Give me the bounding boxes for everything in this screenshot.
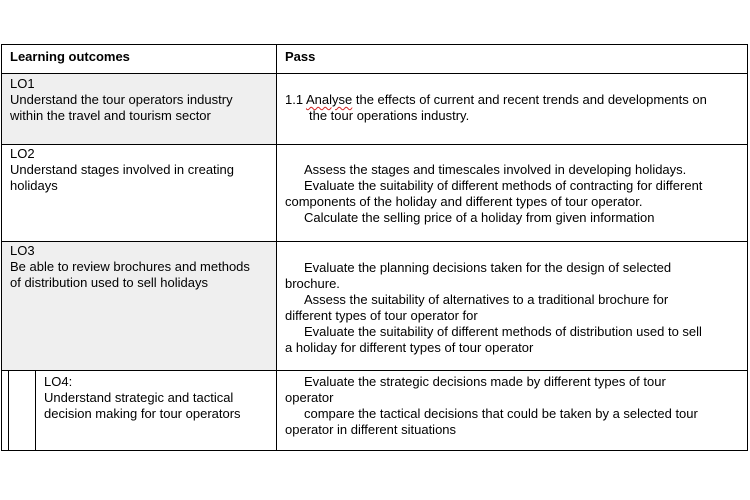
column-divider	[276, 45, 277, 451]
lo4-inner-divider	[35, 370, 36, 451]
lo3-title-line: of distribution used to sell holidays	[10, 275, 209, 290]
header-learning-outcomes: Learning outcomes	[10, 49, 130, 64]
lo2-title-line: Understand stages involved in creating	[10, 162, 235, 177]
lo1-outcome	[10, 76, 233, 124]
lo1-criteria	[285, 92, 707, 124]
lo1-title-line: Understand the tour operators industry	[10, 92, 233, 107]
lo2-title-line: holidays	[10, 178, 58, 193]
lo1-title-line: within the travel and tourism sector	[10, 108, 211, 123]
lo1-criteria-line: 1.1 Analyse the effects of current and recent trends and developments on	[285, 92, 707, 107]
header-pass: Pass	[285, 49, 316, 64]
lo4-criteria-line: operator	[285, 390, 334, 405]
lo4-title-line: Understand strategic and tactical	[44, 390, 234, 405]
lo4-criteria	[285, 374, 698, 438]
lo1-criteria-line: the tour operations industry.	[309, 108, 470, 123]
lo4-criteria-line: compare the tactical decisions that could be taken by a selected tour	[304, 406, 698, 421]
lo3-criteria-line: Evaluate the suitability of different methods of distribution used to sell	[304, 324, 702, 339]
lo2-outcome	[10, 146, 234, 194]
row-divider	[2, 370, 748, 371]
lo3-title-line: Be able to review brochures and methods	[10, 259, 250, 274]
spellcheck-word: Analyse	[305, 92, 353, 107]
lo4-outcome	[44, 374, 241, 422]
lo3-code: LO3	[10, 243, 35, 258]
row-divider	[2, 144, 748, 145]
lo4-inner-divider	[8, 370, 9, 451]
lo3-criteria-line: a holiday for different types of tour operator	[285, 340, 534, 355]
learning-outcomes-table	[1, 44, 748, 451]
lo4-code: LO4:	[44, 374, 73, 389]
lo3-criteria-line: Evaluate the planning decisions taken for the design of selected	[304, 260, 672, 275]
lo3-criteria-line: different types of tour operator for	[285, 308, 478, 323]
lo3-outcome	[10, 243, 250, 291]
lo2-criteria-line: components of the holiday and different types of tour operator.	[285, 194, 643, 209]
lo3-criteria-line: brochure.	[285, 276, 340, 291]
lo4-criteria-line: Evaluate the strategic decisions made by different types of tour	[304, 374, 666, 389]
row-divider	[2, 241, 748, 242]
lo1-code: LO1	[10, 76, 35, 91]
lo4-criteria-line: operator in different situations	[285, 422, 457, 437]
lo4-title-line: decision making for tour operators	[44, 406, 241, 421]
lo2-criteria	[285, 162, 702, 226]
lo2-code: LO2	[10, 146, 35, 161]
lo3-criteria-line: Assess the suitability of alternatives to a traditional brochure for	[304, 292, 669, 307]
lo3-criteria	[285, 260, 702, 356]
lo2-criteria-line: Assess the stages and timescales involved in developing holidays.	[304, 162, 687, 177]
lo2-criteria-line: Calculate the selling price of a holiday from given information	[304, 210, 655, 225]
row-divider	[2, 73, 748, 74]
lo2-criteria-line: Evaluate the suitability of different methods of contracting for different	[304, 178, 703, 193]
